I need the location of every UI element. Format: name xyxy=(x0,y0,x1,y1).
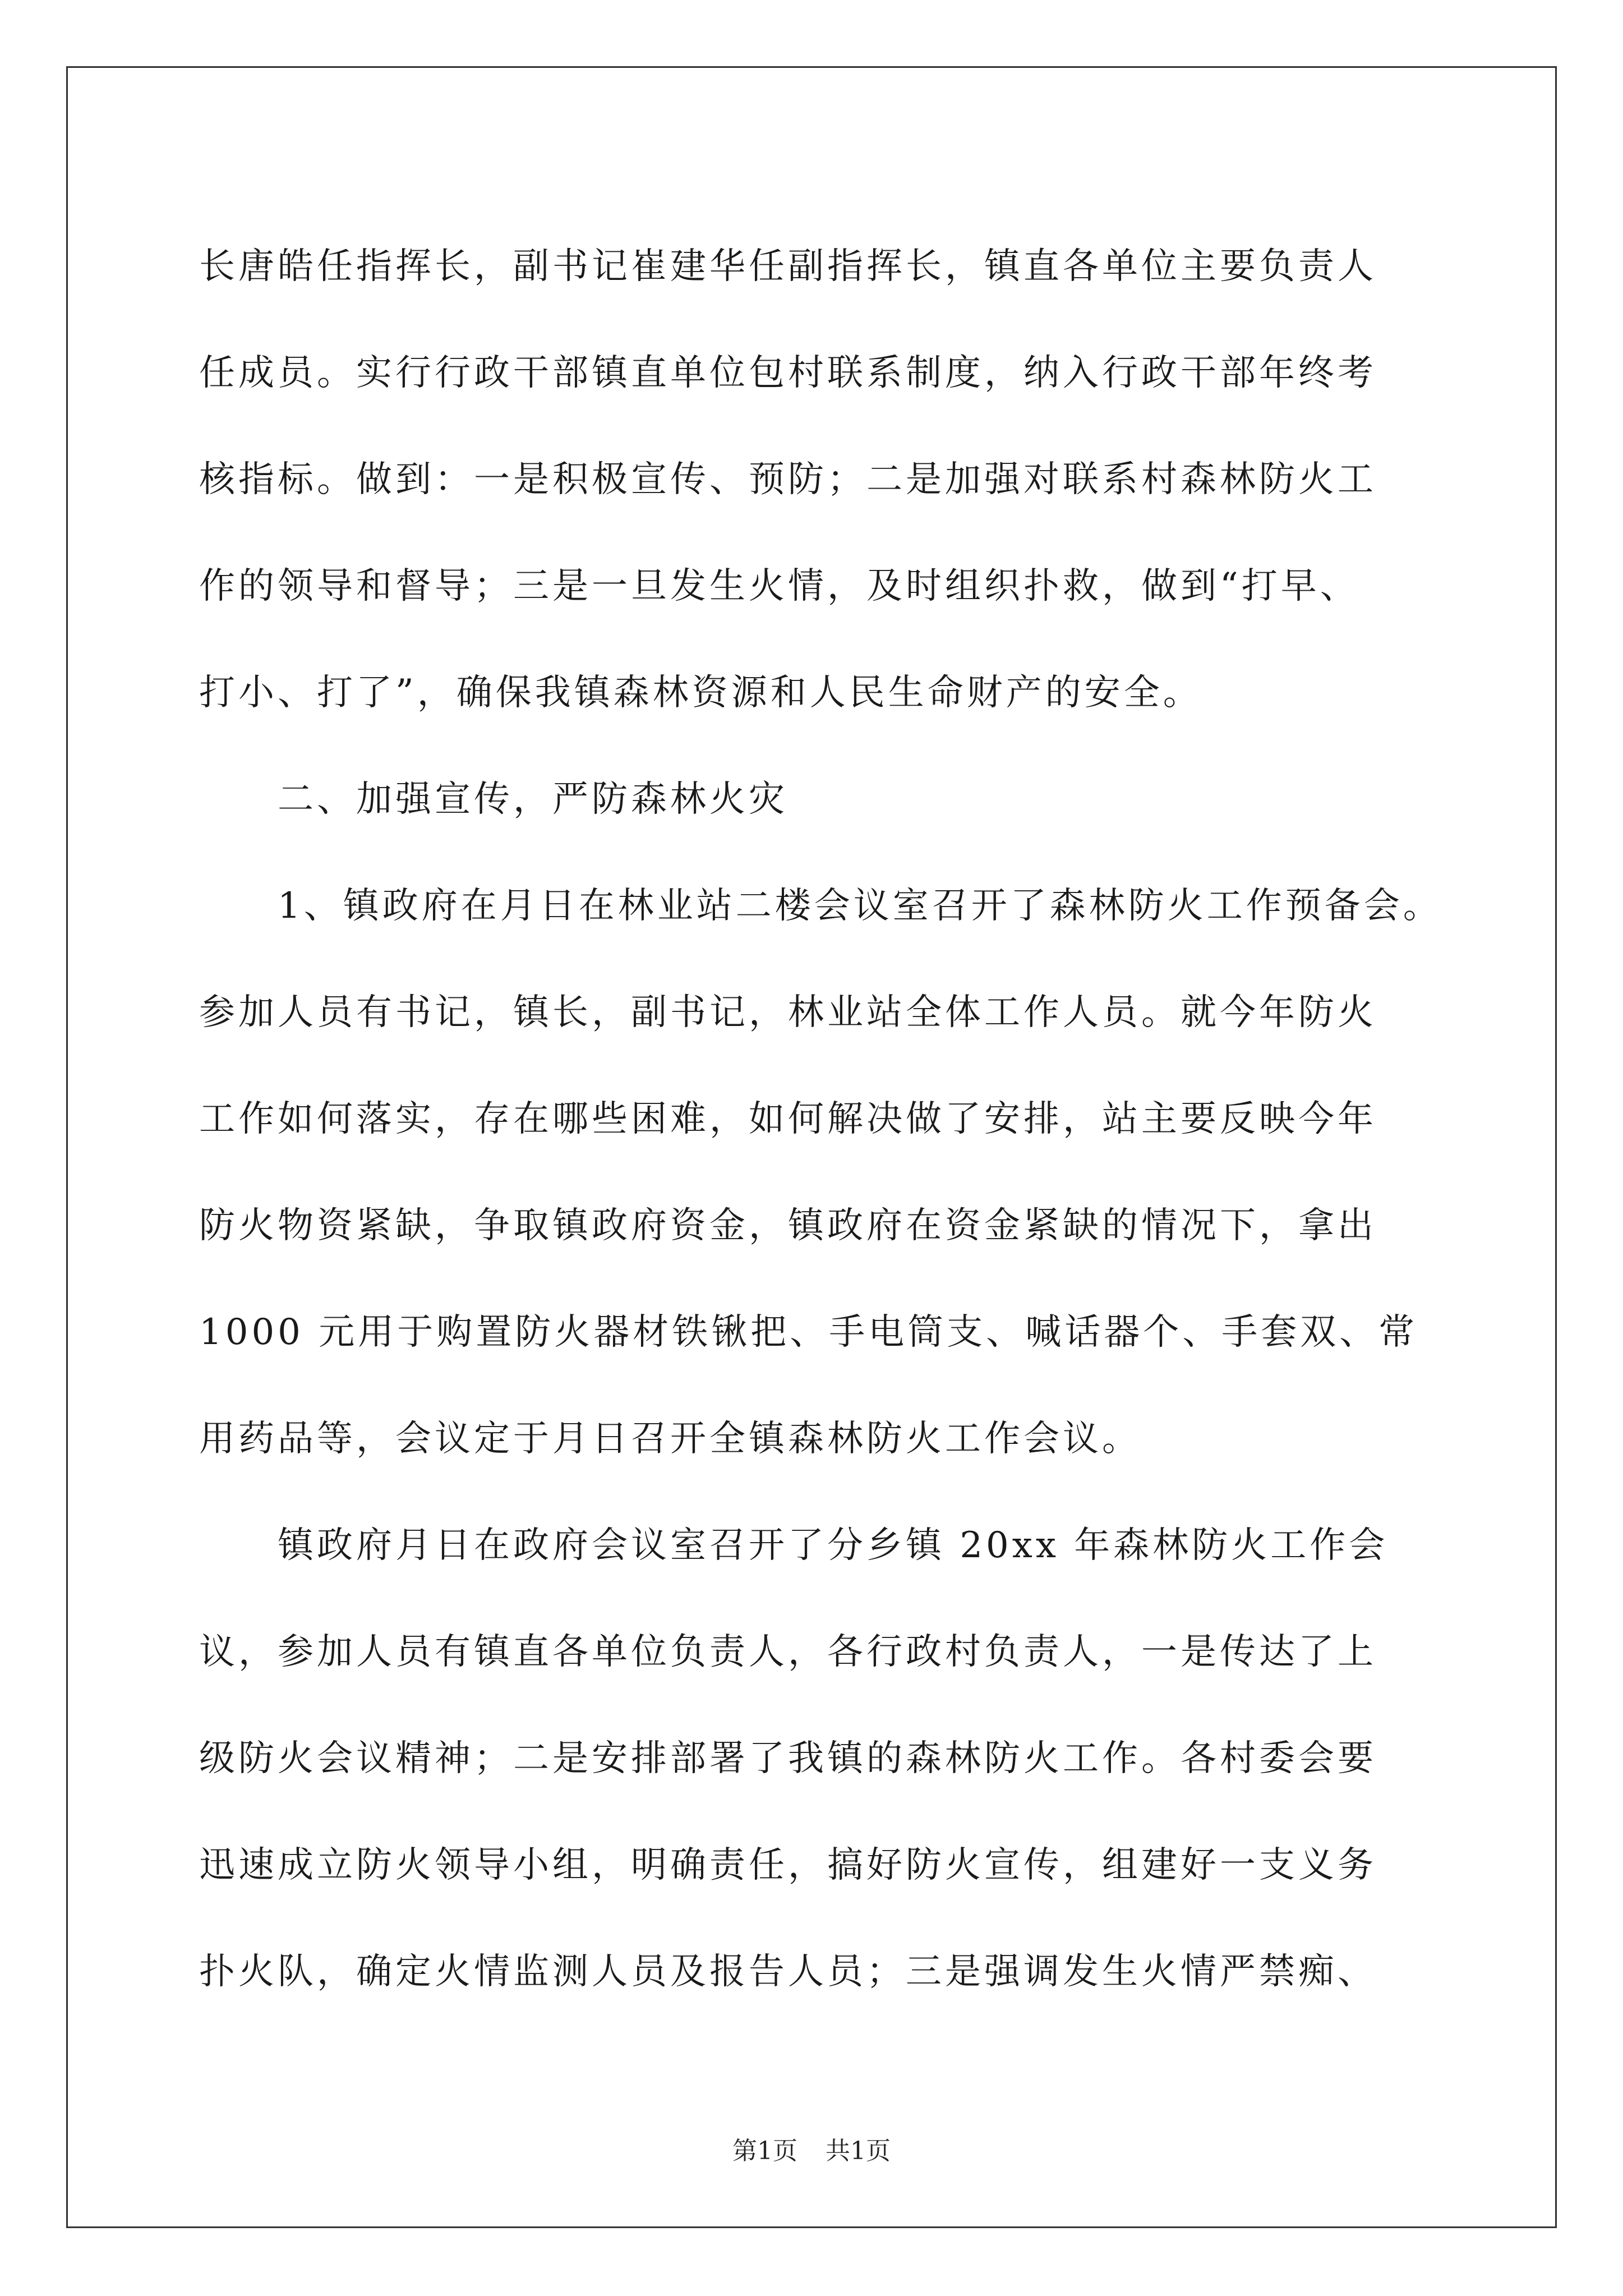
text-line: 工作如何落实，存在哪些困难，如何解决做了安排，站主要反映今年 xyxy=(199,1098,1377,1140)
page-footer xyxy=(0,2134,1623,2168)
text-line: 用药品等，会议定于月日召开全镇森林防火工作会议。 xyxy=(199,1418,1141,1460)
text-line: 参加人员有书记，镇长，副书记，林业站全体工作人员。就今年防火 xyxy=(199,992,1377,1033)
text-line: 打小、打了”，确保我镇森林资源和人民生命财产的安全。 xyxy=(199,672,1202,714)
text-line: 长唐皓任指挥长，副书记崔建华任副指挥长，镇直各单位主要负责人 xyxy=(199,246,1377,287)
text-line: 防火物资紧缺，争取镇政府资金，镇政府在资金紧缺的情况下，拿出 xyxy=(199,1205,1377,1246)
text-line: 1000 元用于购置防火器材铁锹把、手电筒支、喊话器个、手套双、常 xyxy=(199,1312,1418,1353)
text-line: 任成员。实行行政干部镇直单位包村联系制度，纳入行政干部年终考 xyxy=(199,352,1377,394)
page-total: 共1页 xyxy=(826,2137,891,2165)
text-line: 级防火会议精神；二是安排部署了我镇的森林防火工作。各村委会要 xyxy=(199,1738,1377,1779)
text-line: 迅速成立防火领导小组，明确责任，搞好防火宣传，组建好一支义务 xyxy=(199,1844,1377,1886)
document-body xyxy=(199,213,1442,2025)
text-line: 核指标。做到：一是积极宣传、预防；二是加强对联系村森林防火工 xyxy=(199,459,1377,500)
section-heading: 二、加强宣传，严防森林火灾 xyxy=(278,779,788,820)
page-number: 第1页 xyxy=(732,2137,797,2165)
text-line: 作的领导和督导；三是一旦发生火情，及时组织扑救，做到“打早、 xyxy=(199,565,1359,607)
text-line: 扑火队，确定火情监测人员及报告人员；三是强调发生火情严禁痴、 xyxy=(199,1951,1377,1993)
text-line: 镇政府月日在政府会议室召开了分乡镇 20xx 年森林防火工作会 xyxy=(278,1525,1389,1566)
text-line: 1、镇政府在月日在林业站二楼会议室召开了森林防火工作预备会。 xyxy=(278,885,1442,927)
text-line: 议，参加人员有镇直各单位负责人，各行政村负责人，一是传达了上 xyxy=(199,1631,1377,1673)
